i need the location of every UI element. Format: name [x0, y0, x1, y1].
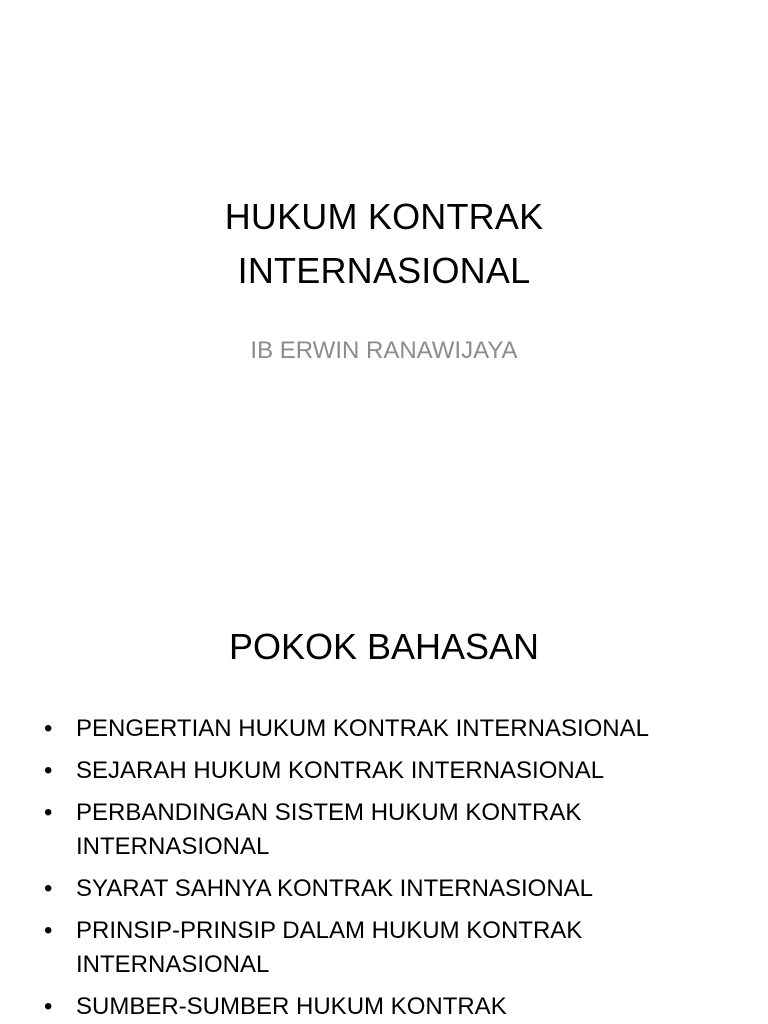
- bullet-icon: •: [44, 757, 53, 784]
- slide-title-line-2: INTERNASIONAL: [237, 250, 531, 291]
- bullet-icon: •: [44, 875, 53, 902]
- slide-title: [0, 190, 768, 298]
- list-item: [38, 754, 738, 788]
- list-item: [38, 796, 738, 864]
- content-slide: [0, 576, 768, 1024]
- slide-title-line-1: HUKUM KONTRAK: [224, 196, 544, 237]
- bullet-icon: •: [44, 715, 53, 742]
- list-item-text: PENGERTIAN HUKUM KONTRAK INTERNASIONAL: [76, 715, 649, 742]
- list-item-text: SEJARAH HUKUM KONTRAK INTERNASIONAL: [76, 757, 605, 784]
- bullet-icon: •: [44, 799, 53, 826]
- list-item-text: PERBANDINGAN SISTEM HUKUM KONTRAK INTERNASIONAL: [76, 799, 582, 860]
- list-item: [38, 712, 738, 746]
- list-item: [38, 914, 738, 982]
- list-item-text: SUMBER-SUMBER HUKUM KONTRAK: [76, 993, 507, 1020]
- topic-list: [38, 712, 738, 1024]
- list-item: [38, 872, 738, 906]
- slide-heading: POKOK BAHASAN: [228, 626, 540, 667]
- bullet-icon: •: [44, 993, 53, 1020]
- bullet-icon: •: [44, 917, 53, 944]
- slide-subtitle-author: IB ERWIN RANAWIJAYA: [250, 337, 518, 364]
- list-item-text: SYARAT SAHNYA KONTRAK INTERNASIONAL: [76, 875, 594, 902]
- list-item: [38, 990, 738, 1024]
- list-item-text: PRINSIP-PRINSIP DALAM HUKUM KONTRAK INTERNASIONAL: [76, 917, 583, 978]
